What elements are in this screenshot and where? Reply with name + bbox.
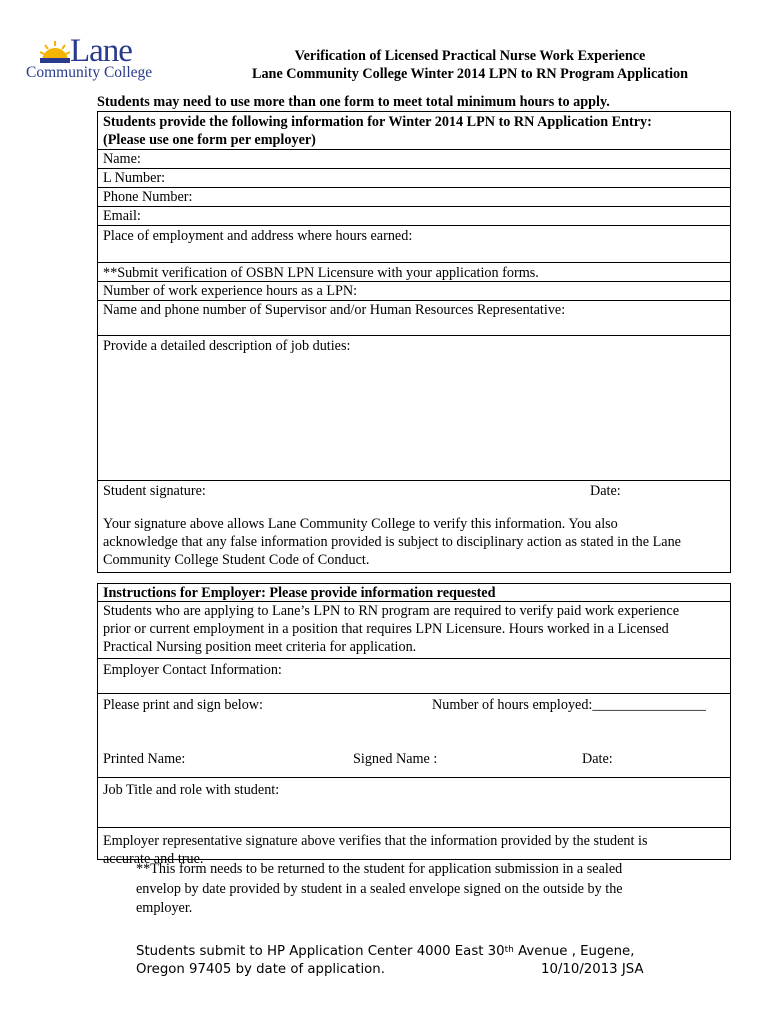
- logo-subtitle: Community College: [26, 64, 153, 81]
- osbn-note: [98, 263, 730, 282]
- submission-address: [136, 943, 634, 961]
- signed-name-label: Signed Name :: [353, 751, 438, 767]
- consent-line-2: acknowledge that any false information provided is subject to disciplinary action as stated in the Lane: [103, 534, 681, 550]
- name-label: Name:: [103, 151, 141, 167]
- sunrise-icon: [40, 41, 70, 63]
- return-note: [136, 860, 623, 919]
- student-signature-block: [98, 481, 730, 573]
- employer-date-label: Date:: [582, 751, 613, 767]
- submission-deadline: [136, 961, 385, 979]
- verify-line-1: Employer representative signature above verifies that the information provided by the student is: [103, 833, 648, 849]
- osbn-text: **Submit verification of OSBN LPN Licensure with your application forms.: [103, 265, 539, 281]
- title-line-2: Lane Community College Winter 2014 LPN to RN Program Application: [252, 66, 688, 82]
- student-heading-line-2: (Please use one form per employer): [103, 132, 316, 148]
- l-number-field[interactable]: [98, 169, 730, 188]
- student-section: [97, 111, 731, 573]
- return-note-line-1: **This form needs to be returned to the student for application submission in a sealed: [136, 861, 623, 877]
- email-field[interactable]: [98, 207, 730, 226]
- employer-section: [97, 583, 731, 867]
- student-signature-label: Student signature:: [103, 483, 206, 499]
- college-logo: [26, 34, 176, 84]
- phone-label: Phone Number:: [103, 189, 193, 205]
- l-number-label: L Number:: [103, 170, 166, 186]
- address-superscript: th: [504, 945, 514, 955]
- hours-field[interactable]: [98, 282, 730, 301]
- student-heading: [98, 112, 730, 150]
- deadline-text: Oregon 97405 by date of application.: [136, 962, 385, 977]
- employer-verification: [98, 828, 730, 867]
- student-heading-line-1: Students provide the following information for Winter 2014 LPN to RN Application Entry:: [103, 114, 652, 130]
- job-title-label: Job Title and role with student:: [103, 782, 280, 798]
- name-field[interactable]: [98, 150, 730, 169]
- employer-intro: [98, 602, 730, 659]
- return-note-line-2: envelop by date provided by student in a sealed envelope signed on the outside by the: [136, 880, 623, 897]
- employer-contact-field[interactable]: [98, 659, 730, 694]
- printed-name-label: Printed Name:: [103, 751, 186, 767]
- consent-line-3: Community College Student Code of Conduct.: [103, 552, 370, 568]
- consent-line-1: Your signature above allows Lane Community College to verify this information. You also: [103, 516, 618, 532]
- job-duties-field[interactable]: [98, 336, 730, 481]
- employer-heading-text: Instructions for Employer: Please provide information requested: [103, 585, 496, 601]
- email-label: Email:: [103, 208, 141, 224]
- address-part-2: Avenue , Eugene,: [513, 944, 635, 959]
- student-date-label: Date:: [590, 483, 621, 499]
- print-sign-label: Please print and sign below:: [103, 697, 263, 713]
- phone-field[interactable]: [98, 188, 730, 207]
- title-line-1: Verification of Licensed Practical Nurse Work Experience: [294, 48, 646, 64]
- address-part-1: Students submit to HP Application Center 4000 East 30: [136, 944, 505, 959]
- employer-contact-label: Employer Contact Information:: [103, 662, 282, 678]
- hours-employed-label: Number of hours employed:________________: [432, 697, 706, 713]
- supervisor-label: Name and phone number of Supervisor and/or Human Resources Representative:: [103, 302, 566, 318]
- employer-signing-block[interactable]: [98, 694, 730, 778]
- multiple-forms-note: Students may need to use more than one form to meet total minimum hours to apply.: [97, 94, 610, 110]
- verify-line-2: accurate and true.: [103, 851, 204, 867]
- page-title: [170, 47, 770, 83]
- employer-intro-line-2: prior or current employment in a position that requires LPN Licensure. Hours worked in a Licensed: [103, 621, 669, 637]
- place-of-employment-field[interactable]: [98, 226, 730, 263]
- revision-stamp: 10/10/2013 JSA: [541, 962, 644, 977]
- job-duties-label: Provide a detailed description of job duties:: [103, 338, 351, 354]
- supervisor-field[interactable]: [98, 301, 730, 336]
- employer-heading: [98, 584, 730, 602]
- job-title-field[interactable]: [98, 778, 730, 828]
- place-label: Place of employment and address where hours earned:: [103, 228, 413, 244]
- employer-intro-line-3: Practical Nursing position meet criteria for application.: [103, 639, 417, 655]
- return-note-line-3: employer.: [136, 900, 193, 916]
- hours-label: Number of work experience hours as a LPN:: [103, 283, 358, 299]
- logo-wordmark: Lane: [70, 33, 132, 69]
- employer-intro-line-1: Students who are applying to Lane’s LPN to RN program are required to verify paid work experience: [103, 603, 679, 619]
